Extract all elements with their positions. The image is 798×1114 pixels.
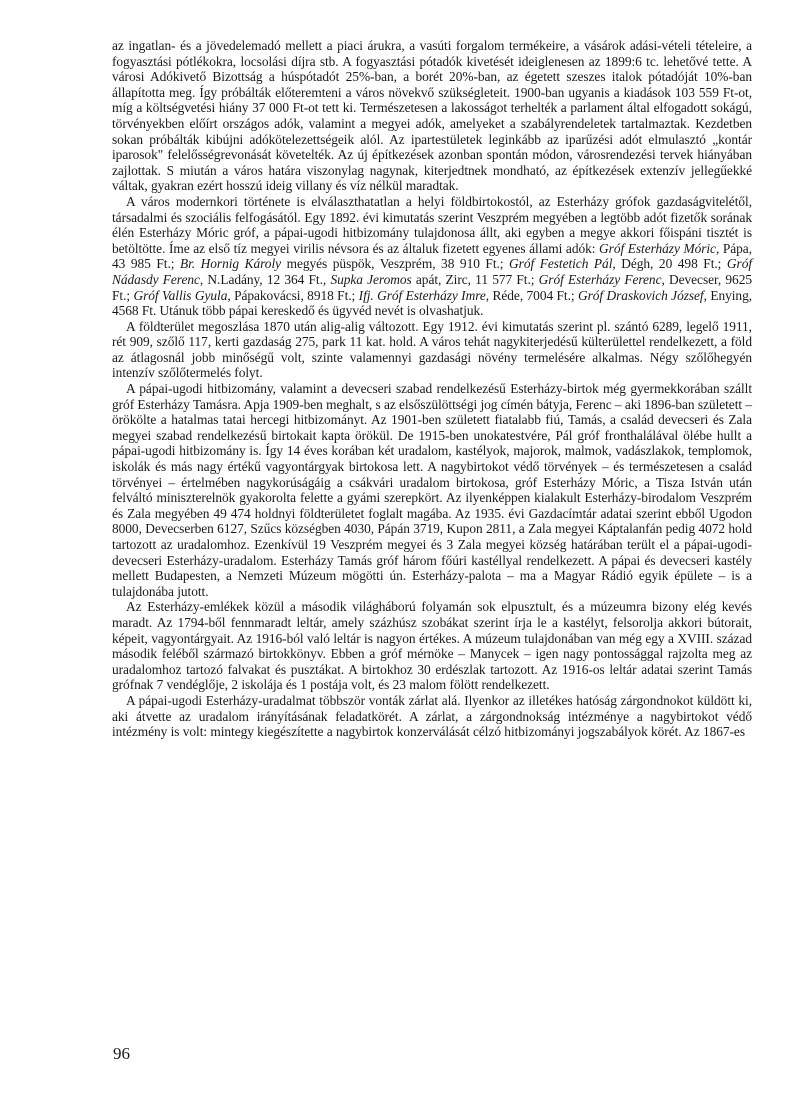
paragraph-2-text: , Pápa, 43 985 Ft.; [112, 240, 752, 272]
virilis-name-esterhazy-ferenc: Gróf Esterházy Ferenc [538, 271, 662, 287]
page-number: 96 [113, 1044, 130, 1063]
virilis-name-vallis-gyula: Gróf Vallis Gyula [133, 287, 228, 303]
paragraph-5-text: Az Esterházy-emlékek közül a második világháború folyamán sok elpusztult, és a múzeumra bizony elég kevés maradt. Az 1794-ből fennmaradt leltár, amely százhúsz szobákat szerint írja le a kastélyt, felsorolja akkori bútorait, képeit, vagyontárgyait. Az 1916-ból való leltár is nagyon értékes. A múzeum tulajdonában van még egy a XVIII. század második feléből származó birtokkönyv. Ebben a gróf mérnöke – Manycek – igen nagy pontossággal rajzolta meg az uradalomhoz tartozó falvakat és pusztákat. A birtokhoz 30 erdészlak tartozott. Az 1916-os leltár adatai szerint Tamás grófnak 7 vendéglője, 2 iskolája és 1 postája volt, és 23 malom fölött rendelkezett. [112, 599, 752, 693]
paragraph-2-text: , Pápakovácsi, 8918 Ft.; [227, 287, 359, 303]
virilis-name-esterhazy-imre: Ifj. Gróf Esterházy Imre [358, 287, 486, 303]
paragraph-4-text: A pápai-ugodi hitbizomány, valamint a devecseri szabad rendelkezésű Esterházy-birtok még gyermekkorában szállt gróf Esterházy Tamásra. Apja 1909-ben meghalt, s az elsőszülöttségi jog címén bátyja, Ferenc – aki 1896-ban született – örökölte a hatalmas tatai hercegi hitbizományt. Az 1901-ben született fiatalabb fiú, Tamás, a család devecseri és Zala megyei szabad rendelkezésű birtokait kapta örökül. De 1915-ben unokatestvére, Pál gróf fronthalálával ölébe hullt a pápai-ugodi hitbizomány is. Így 14 éves korában két uradalom, kastélyok, majorok, malmok, vadászlakok, templomok, iskolák és más nagy értékű vagyontárgyak birtokosa lett. A nagybirtokot védő törvények – és természetesen a család törvényei – értelmében nagykorúságáig a csákvári uradalom birtokosa, gróf Esterházy Móric, a Tisza István után felváltó miniszterelnök gyakorolta felette a gyámi szerepkört. Az ilyenképpen kialakult Esterházy-birodalom Veszprém és Zala megyében 49 474 holdnyi földterületet foglalt magába. Az 1935. évi Gazdacímtár adatai szerint ebből Ugodon 8000, Devecserben 6127, Szűcs községben 4030, Pápán 3719, Kupon 2811, a Zala megyei Káptalanfán pedig 4072 hold tartozott az uradalomhoz. Ezenkívül 19 Veszprém megyei és 3 Zala megyei község határában terült el a pápai-ugodi-devecseri Esterházy-uradalom. Esterházy Tamás gróf három főúri kastéllyal rendelkezett. A pápai és devecseri kastély mellett Budapesten, a Nemzeti Múzeum mögötti ún. Esterházy-palota – ma a Magyar Rádió egyik épülete – is a tulajdonába jutott. [112, 381, 752, 599]
paragraph-3 [112, 319, 752, 381]
paragraph-2-text: , Enying, 4568 Ft. Utánuk több pápai kereskedő és ügyvéd nevét is olvashatjuk. [112, 287, 753, 319]
paragraph-6 [112, 693, 752, 740]
virilis-name-hornig-karoly: Br. Hornig Károly [179, 256, 282, 272]
paragraph-2-text: , Dégh, 20 498 Ft.; [612, 256, 727, 272]
virilis-name-nadasdy-ferenc: Gróf Nádasdy Ferenc [112, 256, 753, 287]
paragraph-2-text: apát, Zirc, 11 577 Ft.; [411, 271, 539, 287]
paragraph-6-text: A pápai-ugodi Esterházy-uradalmat többször vonták zárlat alá. Ilyenkor az illetékes hatóság zárgondnokot küldött ki, aki átvette az uradalom irányításának feladatkörét. A zárlat, a zárgondnokság intézménye a nagybirtokot védő intézmény is volt: mintegy kiegészítette a nagybirtok konzerválását célzó hitbizományi jogszabályok körét. Az 1867-es [112, 692, 752, 740]
paragraph-1 [112, 38, 752, 194]
paragraph-4 [112, 381, 752, 599]
paragraph-2-text: A város modernkori története is elválaszthatatlan a helyi földbirtokostól, az Esterházy grófok gazdaságvitelétől, társadalmi és szociális felfogásától. Egy 1892. évi kimutatás szerint Veszprém megyében a legtöbb adót fizetők sorának élén Esterházy Móric gróf, a pápai-ugodi hitbizomány tulajdonosa állt, aki egyben a megye akkori főispáni tisztét is betöltötte. Íme az első tíz megyei virilis névsora és az általuk fizetett egyenes állami adók: [112, 193, 752, 256]
paragraph-1-text: az ingatlan- és a jövedelemadó mellett a piaci árukra, a vasúti forgalom termékeire, a vásárok adási-vételi tételeire, a fogyasztási pótlékokra, locsolási díjra stb. A fogyasztási pótadók kivetését ideiglenesen az 1899:6 tc. lehetővé tette. A városi Adókivető Bizottság a húspótadót 25%-ban, a borét 20%-ban, az égetett szeszes italok pótadóját 10%-ban állapította meg. Így próbálták előteremteni a város növekvő szükségleteit. 1900-ban ugyanis a kiadások 103 559 Ft-ot, míg a költségvetési hiány 37 000 Ft-ot tett ki. Természetesen a lakosságot terhelték a parlament által elfogadott sokágú, törvényekben előírt országos adók, valamint a megyei adók, amelyeket a szabályrendeletek tartalmaztak. Kezdetben sokan próbálták kibújni adókötelezettségeik alól. Az ipartestületek leginkább az iparűzési adót elmulasztó „kontár iparosok" felelősségrevonását követelték. Az új építkezések azonban spontán módon, városrendezési tervek hiányában zajlottak. S miután a város határa viszonylag nagynak, kiterjedtnek mondható, az építkezések extenzív jellegűekké váltak, gyakran ezért hosszú ideig villany és víz nélkül maradtak. [112, 38, 752, 194]
paragraph-5 [112, 599, 752, 693]
virilis-name-supka-jeromos: Supka Jeromos [330, 271, 412, 287]
virilis-name-esterhazy-moric: Gróf Esterházy Móric [599, 240, 716, 256]
paragraph-2-text: , Devecser, 9625 Ft.; [112, 271, 752, 303]
paragraph-2 [112, 194, 752, 319]
paragraph-3-text: A földterület megoszlása 1870 után alig-alig változott. Egy 1912. évi kimutatás szerint pl. szántó 6289, legelő 1911, rét 909, szőlő 117, kerti gazdaság 275, park 11 kat. hold. A város tehát nagykiterjedésű külterülettel rendelkezett, a föld az átlagosnál jobb minőségű volt, szinte valamennyi gazdasági növény termelésére alkalmas. Négy szőlőhegyén intenzív szőlőtermelés folyt. [112, 318, 752, 381]
paragraph-2-text: , Réde, 7004 Ft.; [485, 287, 578, 303]
virilis-name-draskovich-jozsef: Gróf Draskovich József [578, 287, 704, 303]
paragraph-2-text: , N.Ladány, 12 364 Ft., [199, 271, 331, 287]
book-page-text [112, 38, 752, 740]
virilis-name-festetich-pal: Gróf Festetich Pál [509, 256, 613, 272]
paragraph-2-text: megyés püspök, Veszprém, 38 910 Ft.; [281, 256, 510, 272]
